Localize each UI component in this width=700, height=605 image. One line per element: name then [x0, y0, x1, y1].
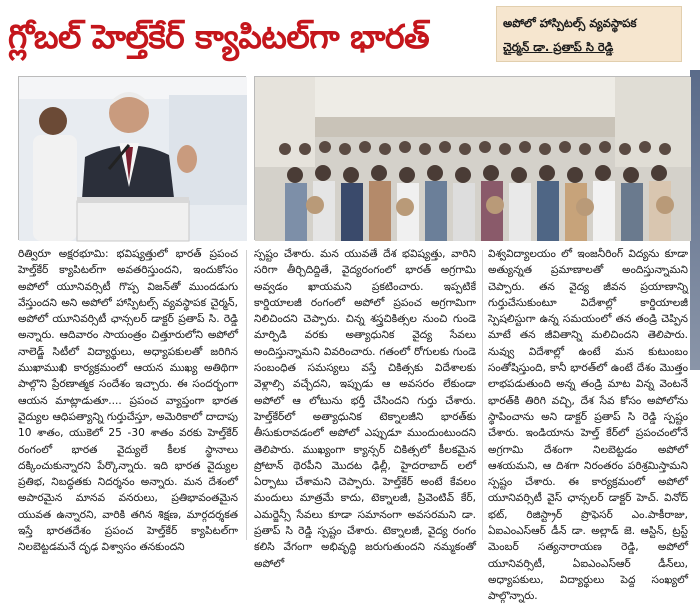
audience-photo-image [255, 77, 691, 241]
article-column-3: విశ్వవిద్యాలయం లో ఇంజనీరింగ్ విద్యను కూడా అత్యున్నత ప్రమాణాలతో అందిస్తున్నామని చెప్పారు. తన వైద్య జీవన ప్రయాణాన్ని గుర్తుచేసుకుంటూ విదేశాల్లో కార్డియాలజీ స్పెషలిస్టుగా ఉన్న సమయంలో తన తండ్రి చెప్పిన మాటే తన జీవితాన్ని మలిచిందని తెలిపారు. నువ్వు విదేశాల్లో ఉంటే మన కుటుంబం సంతోషిస్తుంది, కానీ భారత్‌లో ఉంటే దేశం మొత్తం లాభపడుతుంది అన్న తండ్రి మాట విన్న వెంటనే భారత్‌కి తిరిగి వచ్చి, దేశ సేవ కోసం అపోలోను స్థాపించాను అని డాక్టర్ ప్రతాప్ సి రెడ్డి స్పష్టం చేశారు. ఇండియాను హెల్త్ కేర్‌లో ప్రపంచంలోనే అగ్రగామి దేశంగా నిలబెట్టడం అపోలో ఆశయమని, ఆ దిశగా నిరంతరం పరిశ్రమిస్తామని స్పష్టం చేశారు. ఈ కార్యక్రమంలో అపోలో యూనివర్సిటీ వైస్ ఛాన్సలర్ డాక్టర్ హెచ్. వినోద్ భట్, రిజిస్ట్రార్ ప్రొఫెసర్ ఎం.పాకీరాజు, ఏఐఎంఎస్ఆర్ డీన్ డా. అల్లాడ్ జె. ఆస్టిన్, ట్రస్ట్ మెంబర్ సత్యనారాయణ రెడ్డి, అపోలో యూనివర్సిటీ, ఏఐఎంఎస్ఆర్ డీన్‌లు, అధ్యాపకులు, విద్యార్థులు పెద్ద సంఖ్యలో పాల్గొన్నారు. [488, 248, 688, 603]
speaker-photo-image [19, 77, 247, 241]
column-divider [482, 250, 483, 540]
adjacent-article-edge [690, 70, 700, 370]
audience-photo [254, 76, 690, 240]
article-column-1: రిత్విరూ అక్షరభూమి: భవిష్యత్తులో భారత్ ప్రపంచ హెల్త్‌కేర్ క్యాపిటల్‌గా అవతరిస్తుందని, ఇందుకోసం అపోలో యూనివర్సిటీ గొప్ప విజన్‌తో ముందడుగు వేస్తుందని అని అపోలో హాస్పిటల్స్ వ్యవస్థాపక చైర్మన్, అపోలో యూనివర్సిటీ ఛాన్సలర్ డాక్టర్ ప్రతాప్ సి. రెడ్డి అన్నారు. ఆదివారం సాయంత్రం చిత్తూరులోని అపోలో నాలెడ్జ్ సిటీలో విద్యార్థులు, అధ్యాపకులతో జరిగిన ముఖాముఖి కార్యక్రమంలో ఆయన ముఖ్య అతిథిగా పాల్గొని ప్రేరణాత్మక సందేశం ఇచ్చారు. ఈ సందర్భంగా ఆయన మాట్లాడుతూ.... ప్రపంచ వ్యాప్తంగా భారత వైద్యుల ఆధిపత్యాన్ని గుర్తుచేస్తూ, అమెరికాలో దాదాపు 10 శాతం, యుకెలో 25 -30 శాతం వరకు హెల్త్‌కేర్ రంగంలో భారత వైద్యులే కీలక స్థానాలు దక్కించుకున్నారని పేర్కొన్నారు. ఇది భారత వైద్యుల ప్రతిభ, నిబద్ధతకు నిదర్శనం అన్నారు. మన దేశంలో అపారమైన మానవ వనరులు, ప్రతిభావంతమైన యువత ఉన్నారని, వారికి తగిన శిక్షణ, మార్గదర్శకత ఇస్తే భారతదేశం ప్రపంచ హెల్త్‌కేర్ క్యాపిటల్‌గా నిలబెట్టడమనే దృఢ విశ్వాసం తనకుందని [18, 248, 238, 554]
article-column-2: స్పష్టం చేశారు. మన యువతే దేశ భవిష్యత్తు, వారిని సరిగా తీర్చిదిద్దితే, వైద్యరంగంలో భారత్ అగ్రగామి అవ్వడం ఖాయమని ప్రకటించారు. ఇప్పటికే కార్డియాలజీ రంగంలో అపోలో ప్రపంచ అగ్రగామిగా నిలిచిందని చెప్పారు. చిన్న శస్త్రచికిత్సల నుంచి గుండె మార్పిడి వరకు అత్యాధునిక వైద్య సేవలు అందిస్తున్నామని వివరించారు. గతంలో రోగులకు గుండె సంబంధిత సమస్యలు వస్తే చికిత్సకు విదేశాలకు వెళ్లాల్సి వచ్చేదని, ఇప్పుడు ఆ అవసరం లేకుండా అపోలో ఆ లోటును భర్తీ చేసిందని గుర్తు చేశారు. హెల్త్‌కేర్‌లో అత్యాధునిక టెక్నాలజీని భారత్‌కు తీసుకురావడంలో అపోలో ఎప్పుడూ ముందుంటుందని తెలిపారు. ముఖ్యంగా క్యాన్సర్ చికిత్సలో కీలకమైన ప్రోటాన్ థెరపీని మొదట ఢిల్లీ, హైదరాబాద్ లలో ఏర్పాటు చేశామని చెప్పారు. హెల్త్‌కేర్ అంటే కేవలం మందులు మాత్రమే కాదు, టెక్నాలజీ, ప్రివెంటివ్ కేర్, ఎమర్జెన్సీ సేవలు కూడా సమానంగా అవసరమని డా. ప్రతాప్ సి రెడ్డి స్పష్టం చేశారు. టెక్నాలజీ, వైద్య రంగం కలిసి వేగంగా అభివృద్ధి జరుగుతుందని నమ్మకంతో అపోలో [254, 248, 476, 570]
kicker-box [496, 6, 682, 62]
kicker-line-1: అపోలో హాస్పిటల్స్ వ్యవస్థాపక [503, 16, 637, 30]
kicker-line-2: చైర్మన్ డా. ప్రతాప్ సి రెడ్డి [503, 40, 614, 54]
column-divider [246, 250, 247, 540]
speaker-photo [18, 76, 246, 240]
headline: గ్లోబల్ హెల్త్‌కేర్ క్యాపిటల్‌గా భారత్ [8, 17, 430, 56]
